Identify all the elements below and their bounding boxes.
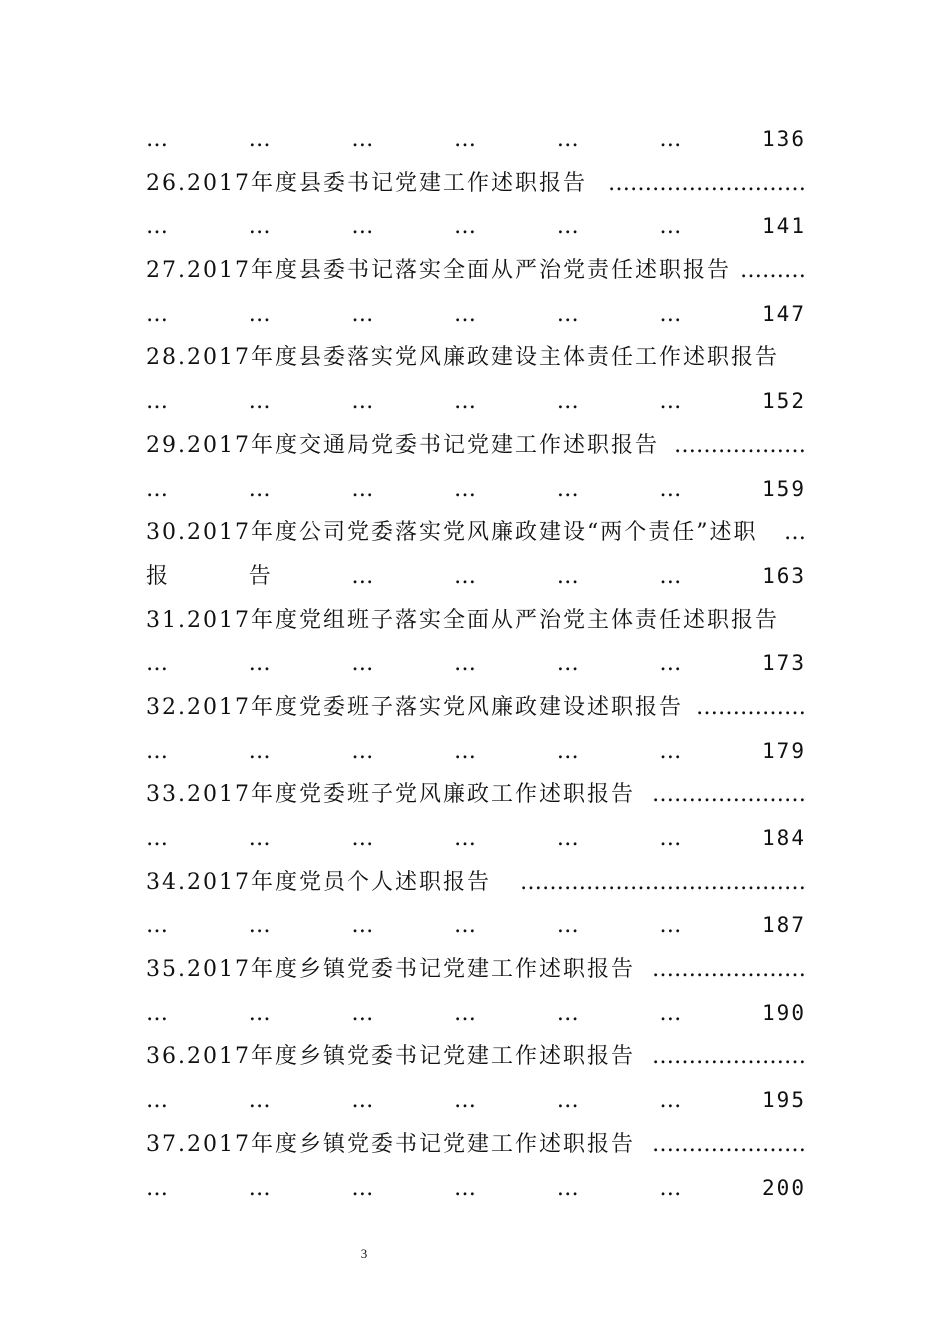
toc-entry-text: 27.2017年度县委书记落实全面从严治党责任述职报告 [146,258,731,284]
toc-entry-title[interactable] [146,599,806,643]
ellipsis-mark: … [248,651,271,677]
toc-page-number: 136 [762,127,806,151]
ellipsis-mark: … [351,214,374,240]
toc-entry-text: 28.2017年度县委落实党风廉政建设主体责任工作述职报告 [146,345,779,371]
ellipsis-mark: … [248,1000,271,1026]
ellipsis-mark: … [146,214,168,240]
toc-page-line[interactable] [146,118,806,162]
ellipsis-mark: … [351,389,374,415]
ellipsis-mark: … [454,1088,477,1114]
ellipsis-mark: … [248,389,271,415]
ellipsis-mark: … [351,1088,374,1114]
toc-page-number: 187 [762,913,806,938]
toc-entry-title[interactable] [146,686,806,730]
ellipsis-mark: … [659,651,682,677]
ellipsis-mark: … [351,563,374,589]
ellipsis-mark: … [351,826,374,851]
toc-page-line[interactable] [146,817,806,861]
toc-page-line[interactable] [146,1167,806,1211]
ellipsis-mark: … [659,127,682,152]
ellipsis-mark: … [659,214,682,240]
ellipsis-mark: … [248,1088,271,1114]
toc-page-line[interactable] [146,904,806,948]
toc-page-number: 190 [762,1000,806,1025]
ellipsis-mark: … [248,476,271,502]
ellipsis-mark: … [454,651,477,677]
dot-leader: ……………… [674,432,806,458]
ellipsis-mark: … [659,826,682,851]
ellipsis-mark: … [146,913,168,939]
ellipsis-mark: … [454,214,477,240]
ellipsis-mark: … [146,738,168,764]
ellipsis-mark: … [454,826,477,851]
dot-leader: ………………… [652,1131,806,1157]
toc-entry-title[interactable] [146,948,806,992]
toc-entry-text: 30.2017年度公司党委落实党风廉政建设“两个责任”述职 [146,520,758,546]
ellipsis-mark: … [556,301,579,327]
ellipsis-mark: … [556,214,579,240]
ellipsis-mark: … [146,476,168,502]
ellipsis-mark: … [248,214,271,240]
ellipsis-mark: … [248,826,271,851]
ellipsis-mark: … [556,127,579,152]
toc-entry-title[interactable] [146,249,806,293]
toc-entry-title[interactable] [146,162,806,206]
toc-page-number: 163 [762,563,806,588]
ellipsis-mark: … [146,127,168,152]
toc-page-line[interactable] [146,1079,806,1123]
ellipsis-mark: … [556,826,579,851]
toc-entry-text: 32.2017年度党委班子落实党风廉政建设述职报告 [146,694,683,720]
toc-page-number: 147 [762,301,806,326]
ellipsis-mark: … [659,301,682,327]
ellipsis-mark: … [146,389,168,415]
toc-page-line[interactable] [146,468,806,512]
toc-entry-text: 26.2017年度县委书记党建工作述职报告 [146,170,587,196]
toc-entry-text: 37.2017年度乡镇党委书记党建工作述职报告 [146,1131,635,1157]
ellipsis-mark: … [454,476,477,502]
ellipsis-mark: … [454,127,477,152]
toc-page-line[interactable] [146,555,806,599]
toc-page-line[interactable] [146,730,806,774]
ellipsis-mark: … [146,1000,168,1026]
ellipsis-mark: … [454,738,477,764]
ellipsis-mark: … [556,738,579,764]
dot-leader: ……………………… [608,170,806,196]
ellipsis-mark: … [248,1175,271,1201]
ellipsis-mark: … [659,1175,682,1201]
toc-page-number: 141 [762,214,806,239]
ellipsis-mark: … [556,1088,579,1114]
ellipsis-mark: … [556,651,579,677]
ellipsis-mark: … [248,738,271,764]
ellipsis-mark: … [248,913,271,939]
ellipsis-mark: … [146,1175,168,1201]
ellipsis-mark: … [351,1000,374,1026]
ellipsis-mark: … [659,738,682,764]
toc-entry-title[interactable] [146,336,806,380]
toc-wrap-char: 告 [248,563,271,589]
ellipsis-mark: … [659,913,682,939]
toc-page-number: 159 [762,476,806,501]
ellipsis-mark: … [454,563,477,589]
table-of-contents [146,118,806,1210]
dot-leader: …………… [696,694,806,720]
ellipsis-mark: … [659,1000,682,1026]
page-number: 3 [360,1246,368,1261]
ellipsis-mark: … [556,563,579,589]
toc-entry-text: 31.2017年度党组班子落实全面从严治党主体责任述职报告 [146,607,779,633]
ellipsis-mark: … [351,913,374,939]
toc-entry-text: 34.2017年度党员个人述职报告 [146,869,491,895]
toc-page-line[interactable] [146,293,806,337]
toc-page-line[interactable] [146,992,806,1036]
toc-page-line[interactable] [146,380,806,424]
ellipsis-mark: … [454,913,477,939]
ellipsis-mark: … [351,476,374,502]
toc-page-number: 179 [762,738,806,763]
toc-entry-text: 33.2017年度党委班子党风廉政工作述职报告 [146,782,635,808]
ellipsis-mark: … [351,1175,374,1201]
toc-entry-title[interactable] [146,1123,806,1167]
ellipsis-mark: … [454,389,477,415]
ellipsis-mark: … [248,301,271,327]
ellipsis-mark: … [146,1088,168,1114]
toc-entry-title[interactable] [146,773,806,817]
ellipsis-mark: … [146,826,168,851]
toc-page-number: 195 [762,1088,806,1113]
dot-leader: ………………… [652,957,806,983]
dot-leader: ……… [740,258,806,284]
ellipsis-mark: … [351,651,374,677]
toc-entry-title[interactable] [146,1035,806,1079]
ellipsis-mark: … [556,476,579,502]
ellipsis-mark: … [454,1000,477,1026]
dot-leader: ………………………………… [520,869,806,895]
ellipsis-mark: … [351,127,374,152]
dot-leader: ………………… [652,1044,806,1070]
toc-entry-text: 35.2017年度乡镇党委书记党建工作述职报告 [146,957,635,983]
toc-entry-title[interactable] [146,861,806,905]
ellipsis-mark: … [556,913,579,939]
toc-page-line[interactable] [146,205,806,249]
dot-leader: … [784,520,806,546]
toc-entry-title[interactable] [146,511,806,555]
ellipsis-mark: … [248,127,271,152]
toc-entry-text: 36.2017年度乡镇党委书记党建工作述职报告 [146,1044,635,1070]
toc-entry-text: 29.2017年度交通局党委书记党建工作述职报告 [146,432,659,458]
ellipsis-mark: … [659,563,682,589]
ellipsis-mark: … [146,651,168,677]
ellipsis-mark: … [659,1088,682,1114]
toc-wrap-char: 报 [146,563,169,589]
toc-page-number: 152 [762,389,806,414]
ellipsis-mark: … [556,389,579,415]
toc-page-number: 173 [762,651,806,676]
toc-entry-title[interactable] [146,424,806,468]
ellipsis-mark: … [454,1175,477,1201]
ellipsis-mark: … [659,389,682,415]
ellipsis-mark: … [146,301,168,327]
ellipsis-mark: … [351,738,374,764]
ellipsis-mark: … [351,301,374,327]
ellipsis-mark: … [556,1175,579,1201]
toc-page-line[interactable] [146,642,806,686]
toc-page-number: 184 [762,826,806,850]
ellipsis-mark: … [659,476,682,502]
dot-leader: ………………… [652,782,806,808]
ellipsis-mark: … [556,1000,579,1026]
toc-page-number: 200 [762,1175,806,1200]
ellipsis-mark: … [454,301,477,327]
